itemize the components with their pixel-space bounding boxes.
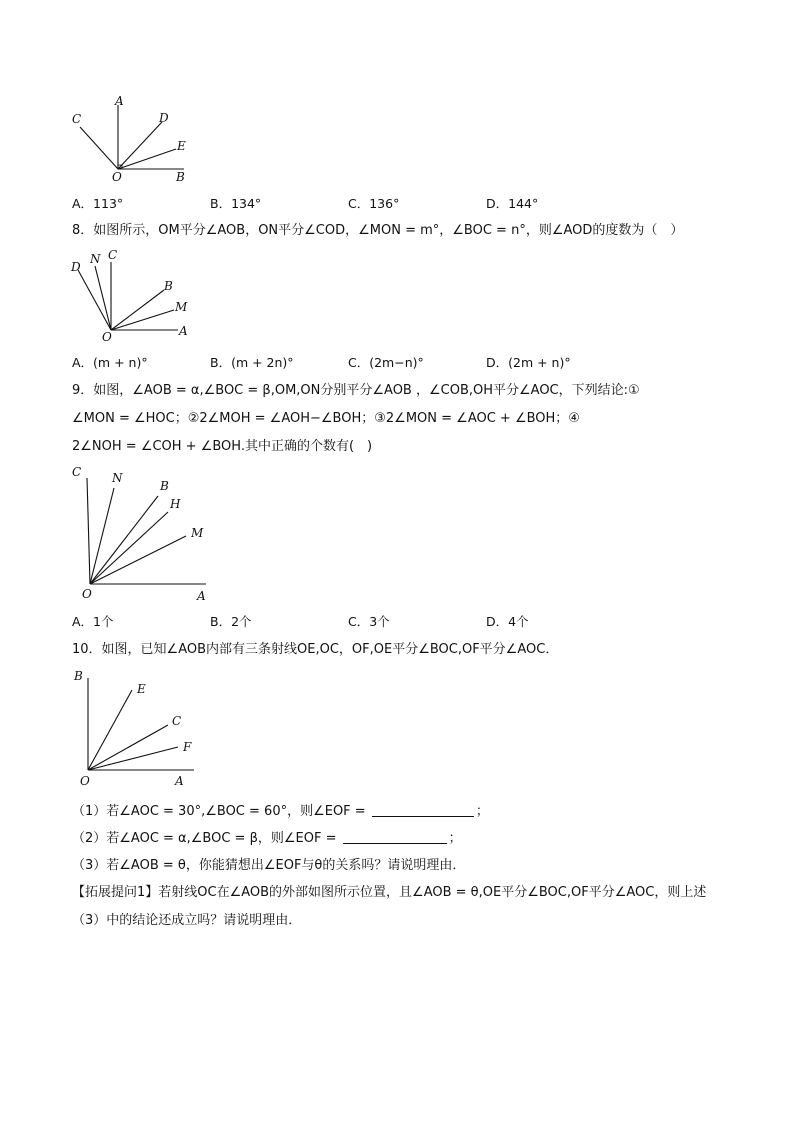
label-D: D — [71, 260, 81, 274]
label-A: A — [115, 94, 124, 108]
q10-intro: 10．如图，已知∠AOB内部有三条射线OE,OC，OF,OE平分∠BOC,OF平分∠AOC． — [72, 642, 559, 657]
ray-ON — [95, 266, 111, 330]
q9-option-d[interactable]: D．4个 — [486, 614, 529, 629]
label-B: B — [160, 479, 169, 493]
q10-extension-line1: 【拓展提问1】若射线OC在∠AOB的外部如图所示位置，且∠AOB = θ,OE平分∠BOC,OF平分∠AOC，则上述 — [72, 885, 707, 900]
label-M: M — [175, 300, 188, 314]
q10-part2-text: （2）若∠AOC = α,∠BOC = β，则∠EOF = — [72, 831, 341, 846]
ray-OF — [88, 747, 178, 770]
ray-OB — [111, 290, 164, 330]
ray-OC — [80, 127, 118, 169]
label-N: N — [90, 252, 101, 266]
q9-question-line2: ∠MON = ∠HOC；②2∠MOH = ∠AOH−∠BOH；③2∠MON = ∠AOC + ∠BOH；④ — [72, 411, 580, 426]
q10-part1-text: （1）若∠AOC = 30°,∠BOC = 60°，则∠EOF = — [72, 804, 370, 819]
label-C: C — [72, 112, 82, 126]
label-H: H — [170, 497, 181, 511]
label-B: B — [74, 669, 83, 683]
q10-extension-line2: （3）中的结论还成立吗？请说明理由． — [72, 913, 302, 928]
label-E: E — [177, 139, 186, 153]
q7-option-d[interactable]: D．144° — [486, 196, 539, 211]
q8-option-d[interactable]: D．(2m + n)° — [486, 355, 571, 370]
label-B: B — [164, 279, 173, 293]
label-A: A — [197, 589, 206, 603]
q8-option-b[interactable]: B．(m + 2n)° — [210, 355, 294, 370]
ray-ON — [90, 488, 114, 584]
q10-part1-end: ； — [475, 804, 489, 819]
label-D: D — [159, 111, 169, 125]
label-F: F — [183, 740, 192, 754]
q10-part1 — [72, 804, 489, 820]
label-C: C — [72, 465, 82, 479]
q8-question: 8．如图所示，OM平分∠AOB，ON平分∠COD，∠MON = m°，∠BOC = n°，则∠AOD的度数为（ ） — [72, 223, 684, 238]
q9-question-line3: 2∠NOH = ∠COH + ∠BOH.其中正确的个数有( ) — [72, 439, 373, 454]
label-C: C — [108, 248, 118, 262]
label-O: O — [80, 774, 90, 788]
label-C: C — [172, 714, 182, 728]
ray-OD — [78, 270, 111, 330]
q7-option-b[interactable]: B．134° — [210, 196, 262, 211]
q10-part3: （3）若∠AOB = θ，你能猜想出∠EOF与θ的关系吗？请说明理由． — [72, 858, 466, 873]
ray-OM — [111, 310, 174, 330]
q10-part2-end: ； — [448, 831, 462, 846]
label-M: M — [191, 526, 204, 540]
q7-option-c[interactable]: C．136° — [348, 196, 400, 211]
q8-option-c[interactable]: C．(2m−n)° — [348, 355, 424, 370]
q10-part1-blank[interactable] — [372, 804, 474, 817]
q8-option-a[interactable]: A．(m + n)° — [72, 355, 148, 370]
ray-OM — [90, 536, 186, 584]
label-O: O — [82, 587, 92, 601]
q10-part2 — [72, 831, 462, 847]
figure-q9 — [66, 462, 216, 606]
ray-OC — [87, 478, 90, 584]
q7-option-a[interactable]: A．113° — [72, 196, 124, 211]
label-O: O — [102, 330, 112, 344]
q10-part2-blank[interactable] — [343, 831, 447, 844]
label-A: A — [175, 774, 184, 788]
label-A: A — [179, 324, 188, 338]
label-B: B — [176, 170, 185, 184]
label-N: N — [112, 471, 123, 485]
label-O: O — [112, 170, 122, 184]
q9-option-c[interactable]: C．3个 — [348, 614, 390, 629]
ray-OB — [90, 496, 158, 584]
q9-question-line1: 9．如图，∠AOB = α,∠BOC = β,OM,ON分别平分∠AOB ，∠COB,OH平分∠AOC，下列结论:① — [72, 383, 640, 398]
figure-q8 — [66, 246, 196, 346]
label-E: E — [137, 682, 146, 696]
figure-q7 — [66, 92, 196, 188]
q9-option-a[interactable]: A．1个 — [72, 614, 114, 629]
ray-OH — [90, 512, 168, 584]
figure-q10 — [66, 664, 206, 790]
q9-option-b[interactable]: B．2个 — [210, 614, 252, 629]
